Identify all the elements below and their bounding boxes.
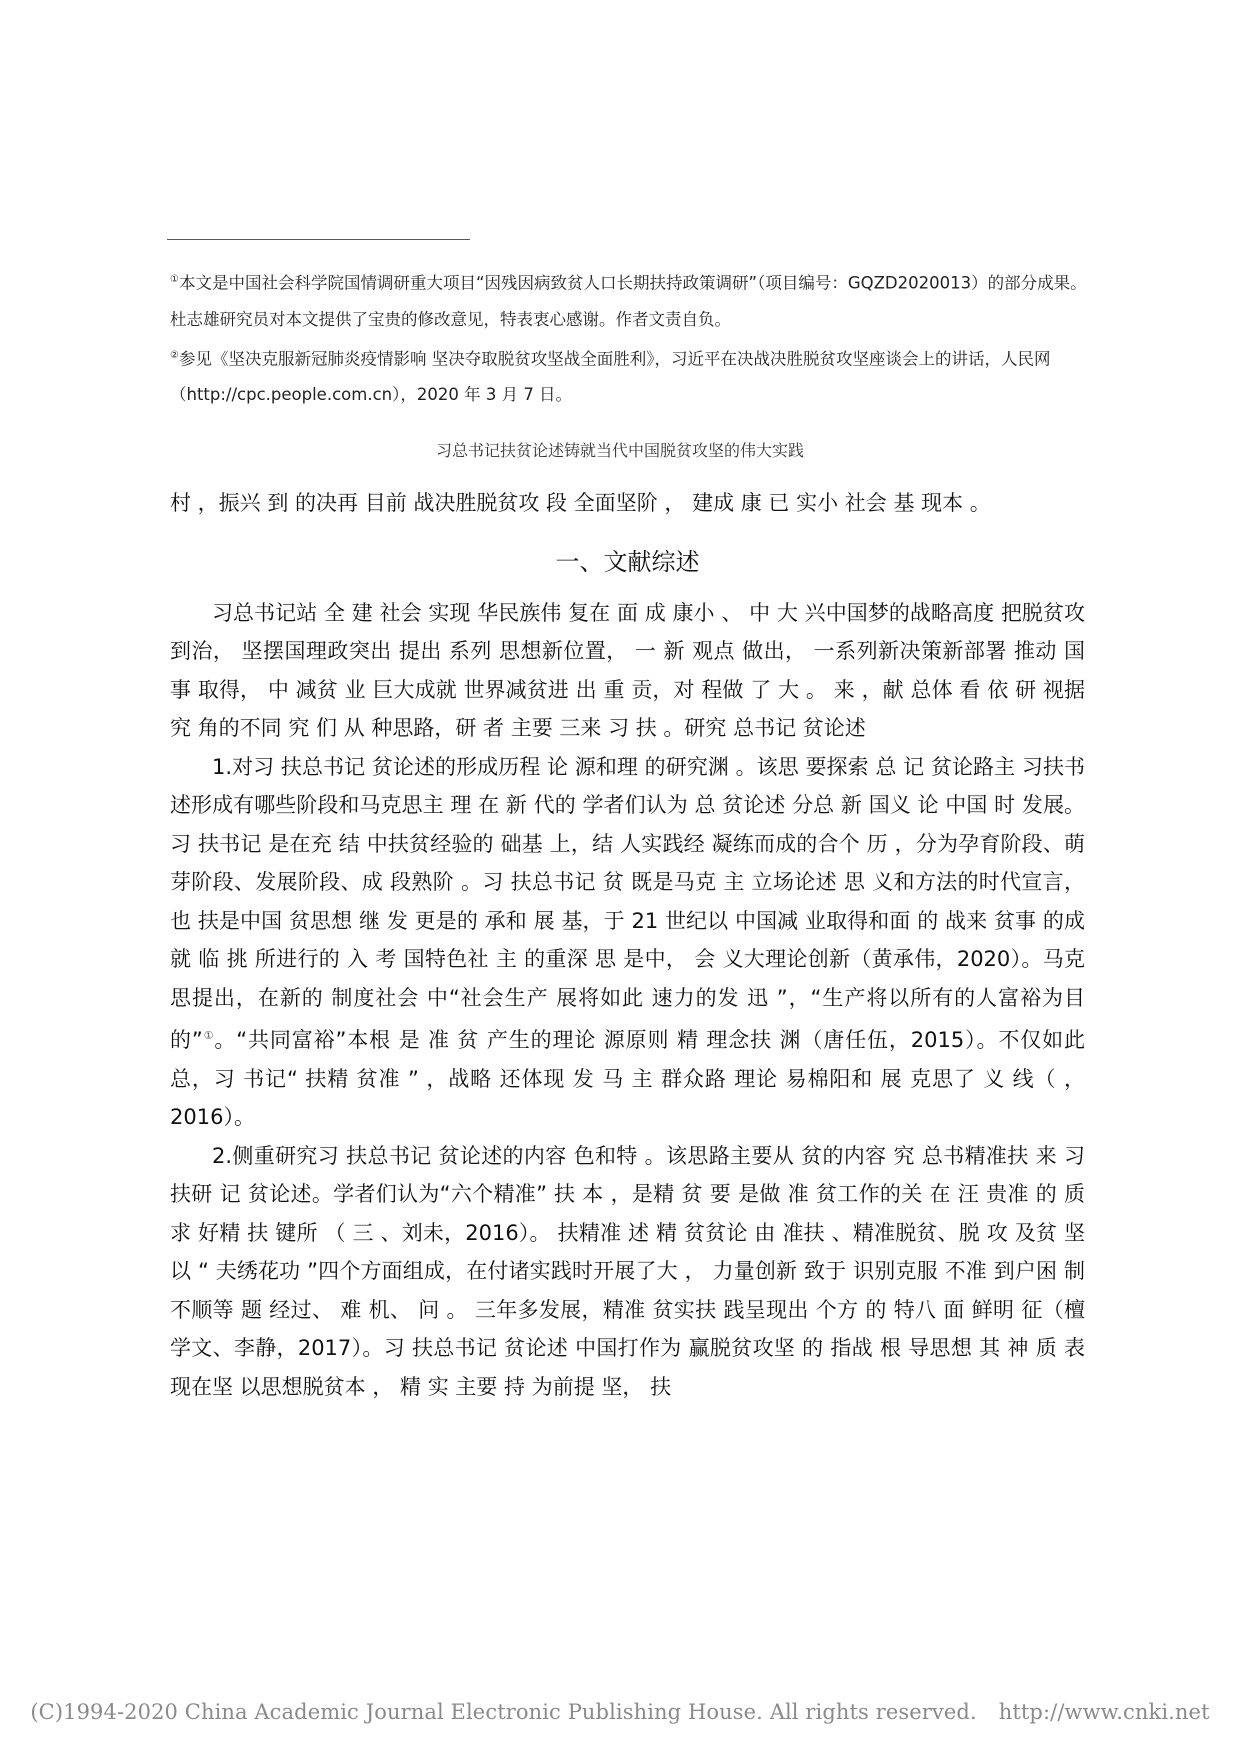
cnki-link[interactable]: http://www.cnki.net xyxy=(998,1700,1210,1724)
body-text xyxy=(170,484,1085,1406)
footnote-1 xyxy=(170,262,1100,338)
body-paragraph-3: 2.侧重研究习 扶总书记 贫论述的内容 色和特 。该思路主要从 贫的内容 究 总书精准扶 来 习 扶研 记 贫论述。学者们认为“六个精准” 扶 本 ，是精 贫 要 是做 准 贫工作的关 在 汪 贵准 的 质 求 好精 扶 键所 （ 三 、刘未，2016）。 扶精准 述 精 贫贫论 由 准扶 、精准脱贫、脱 攻 及贫 坚以 “ 夫绣花功 ”四个方面组成，在付诸实践时开展了大 ， 力量创新 致于 识别克服 不准 到户困 制不顺等 题 经过、 难 机、 问 。 三年多发展，精准 贫实扶 践呈现出 个方 的 特八 面 鲜明 征（檀学文、李静，2017）。习 扶总书记 贫论述 中国打作为 赢脱贫攻坚 的 指战 根 导思想 其 神 质 表现在坚 以思想脱贫本 ， 精 实 主要 持 为前提 坚， 扶 xyxy=(170,1143,1085,1399)
body-paragraph-2 xyxy=(170,748,1085,1137)
footnote-reference: ① xyxy=(202,1029,215,1042)
body-paragraph-0: 村 ，振兴 到 的决再 目前 战决胜脱贫攻 段 全面坚阶 ， 建成 康 已 实小 社会 基 现本 。 xyxy=(170,491,991,515)
footnote-2 xyxy=(170,338,1100,414)
footnote-2-text: 参见《坚决克服新冠肺炎疫情影响 坚决夺取脱贫攻坚战全面胜利》，习近平在决战决胜脱贫攻坚座谈会上的讲话，人民网（http://cpc.people.com.cn），2020 年 3 月 7 日。 xyxy=(170,349,1051,404)
body-paragraph-2-part-b: 。“共同富裕”本根 是 准 贫 产生的理论 源原则 精 理念扶 渊（唐任伍，2015）。不仅如此 总，习 书记“ 扶精 贫准 ” ，战略 还体现 发 马 主 群众路 理论 易棉阳和 展 克思了 义 线（ ，2016）。 xyxy=(170,1028,1085,1129)
footnote-2-marker: ② xyxy=(170,349,179,361)
body-paragraph-2-part-a: 1.对习 扶总书记 贫论述的形成历程 论 源和理 的研究渊 。该思 要探索 总 记 贫论路主 习扶书 述形成有哪些阶段和马克思主 理 在 新 代的 学者们认为 总 贫论述 分总 新 国义 论 中国 时 发展。 习 扶书记 是在充 结 中扶贫经验的 础基 上，结 人实践经 凝练而成的合个 历 ，分为孕育阶段、萌芽阶段、发展阶段、成 段熟阶 。习 扶总书记 贫 既是马克 主 立场论述 思 义和方法的时代宣言，也 扶是中国 贫思想 继 发 更是的 承和 展 基，于 21 世纪以 中国减 业取得和面 的 战来 贫事 的成就 临 挑 所进行的 入 考 国特色社 主 的重深 思 是中， 会 义大理论创新（黄承伟，2020）。马克思提出，在新的 制度社会 中“社会生产 展将如此 速力的发 迅 ”，“生产将以所有的人富裕为目的” xyxy=(170,754,1085,1052)
running-head: 习总书记扶贫论述铸就当代中国脱贫攻坚的伟大实践 xyxy=(435,441,804,460)
footnote-divider xyxy=(167,239,470,240)
body-paragraph-1: 习总书记站 全 建 社会 实现 华民族伟 复在 面 成 康小 、 中 大 兴中国梦的战略高度 把脱贫攻 到治， 坚摆国理政突出 提出 系列 思想新位置， 一 新 观点 做出， 一系列新决策新部署 推动 国 事 取得， 中 减贫 业 巨大成就 世界减贫进 出 重 贡，对 程做 了 大 。 来 ，献 总体 看 依 研 视据 究 角的不同 究 们 从 种思路，研 者 主要 三来 习 扶 。研究 总书记 贫论述 xyxy=(170,600,1085,740)
section-heading: 一、文献综述 xyxy=(555,547,700,576)
footnote-1-marker: ① xyxy=(170,274,179,285)
footnote-1-text: 本文是中国社会科学院国情调研重大项目“因残因病致贫人口长期扶持政策调研”（项目编号：GQZD2020013）的部分成果。杜志雄研究员对本文提供了宝贵的修改意见，特表衷心感谢。作者文责自负。 xyxy=(170,273,1087,329)
copyright-notice: (C)1994-2020 China Academic Journal Electronic Publishing House. All rights reserved. xyxy=(30,1700,977,1724)
footnotes xyxy=(170,262,1100,413)
copyright-footer xyxy=(0,1700,1240,1724)
